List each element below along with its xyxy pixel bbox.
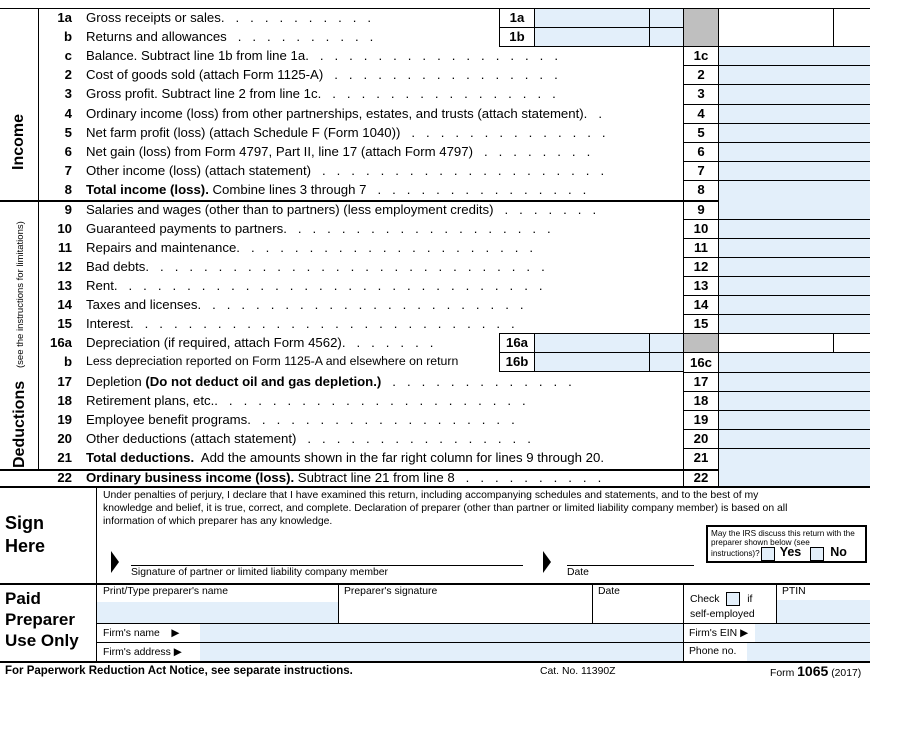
line-description: Net gain (loss) from Form 4797, Part II, line 17 (attach Form 4797) . . . . . . . .	[86, 144, 591, 159]
line-number: 7	[64, 163, 72, 178]
preparer-signature-field[interactable]	[339, 600, 592, 623]
shaded-box-1ab	[684, 9, 718, 46]
line-description: Less depreciation reported on Form 1125-A and elsewhere on return	[86, 354, 459, 368]
preparer-bottom-rule	[0, 661, 870, 663]
right-line-number: 2	[697, 67, 705, 82]
line-number: 18	[57, 393, 72, 408]
right-line-number: 17	[693, 374, 709, 389]
irs-discuss-yes-checkbox[interactable]	[761, 547, 775, 561]
line-number: 3	[64, 86, 72, 101]
amount-input-9[interactable]	[719, 201, 833, 219]
line-description: Gross receipts or sales . . . . . . . . . . .	[86, 10, 372, 25]
self-employed-checkbox[interactable]	[726, 592, 740, 606]
line-description: Total income (loss). Combine lines 3 through 7 . . . . . . . . . . . . . . .	[86, 182, 587, 197]
amount-input-2[interactable]	[719, 66, 833, 84]
line-number: 10	[57, 221, 72, 236]
line-number: 12	[57, 259, 72, 274]
right-line-number: 3	[697, 86, 705, 101]
right-line-number: 22	[693, 470, 709, 485]
line-description: Taxes and licenses . . . . . . . . . . . . . . . . . . . . . . .	[86, 297, 524, 312]
inner-label-16a: 16a	[505, 335, 528, 350]
line-description: Returns and allowances . . . . . . . . . .	[86, 29, 374, 44]
line-description: Total deductions. Add the amounts shown in the far right column for lines 9 through 20 .	[86, 450, 604, 465]
input-1a-cents[interactable]	[650, 9, 683, 27]
firm-address-input[interactable]	[200, 643, 683, 661]
amount-input-11[interactable]	[719, 239, 833, 257]
line-description: Rent . . . . . . . . . . . . . . . . . . . . . . . . . . . . . .	[86, 278, 543, 293]
firm-ein-input[interactable]	[755, 624, 870, 642]
amount-input-3[interactable]	[719, 85, 833, 103]
paperwork-notice: For Paperwork Reduction Act Notice, see separate instructions.	[5, 665, 353, 677]
input-16b-cents[interactable]	[650, 353, 683, 371]
line-description: Retirement plans, etc. . . . . . . . . . . . . . . . . . . . . . .	[86, 393, 526, 408]
preparer-name-label: Print/Type preparer's name	[103, 586, 228, 597]
right-line-number: 7	[697, 163, 705, 178]
line-description: Gross profit. Subtract line 2 from line 1c . . . . . . . . . . . . . . . . .	[86, 86, 556, 101]
amount-input-21[interactable]	[719, 449, 833, 467]
amount-input-10[interactable]	[719, 220, 833, 238]
line-description: Depreciation (if required, attach Form 4562) . . . . . . .	[86, 335, 434, 350]
input-16b-dollars[interactable]	[535, 353, 649, 371]
inner-label-1a: 1a	[509, 10, 525, 25]
right-line-number: 16c	[689, 355, 712, 370]
line-description: Cost of goods sold (attach Form 1125-A) . . . . . . . . . . . . . . . .	[86, 67, 558, 82]
right-line-number: 5	[697, 125, 705, 140]
paid-preparer-title: Paid Preparer Use Only	[5, 589, 79, 650]
irs-discuss-box: May the IRS discuss this return with the preparer shown below (see instructions)? Yes No	[706, 525, 867, 563]
line-description: Interest . . . . . . . . . . . . . . . . . . . . . . . . . . .	[86, 316, 515, 331]
line-number: 9	[64, 202, 72, 217]
date-arrow-icon	[543, 551, 551, 573]
signature-arrow-icon	[111, 551, 119, 573]
amount-input-13[interactable]	[719, 277, 833, 295]
irs-discuss-no-checkbox[interactable]	[810, 547, 824, 561]
input-1b-cents[interactable]	[650, 28, 683, 46]
line-number: 17	[57, 374, 72, 389]
self-employed-check: Check if self-employed	[690, 594, 755, 620]
line-description: Depletion (Do not deduct oil and gas depletion.) . . . . . . . . . . . . .	[86, 374, 572, 389]
line-number: 22	[57, 470, 72, 485]
rsep	[683, 333, 870, 334]
line-description: Other income (loss) (attach statement) . . . . . . . . . . . . . . . . . . . .	[86, 163, 605, 178]
input-1b-dollars[interactable]	[535, 28, 649, 46]
preparer-date-label: Date	[598, 586, 620, 597]
firm-address-label: Firm's address ▶	[103, 647, 182, 658]
line-description: Balance. Subtract line 1b from line 1a . . . . . . . . . . . . . . . . . .	[86, 48, 558, 63]
firm-ein-label: Firm's EIN ▶	[689, 628, 749, 639]
signature-line	[131, 565, 523, 566]
inner-label-1b: 1b	[509, 29, 525, 44]
ptin-label: PTIN	[782, 586, 806, 597]
date-line	[567, 565, 694, 566]
preparer-signature-label: Preparer's signature	[344, 586, 438, 597]
amount-input-12[interactable]	[719, 258, 833, 276]
preparer-date-field[interactable]	[593, 600, 683, 623]
input-1a-dollars[interactable]	[535, 9, 649, 27]
line-number: 21	[57, 450, 72, 465]
line-description: Guaranteed payments to partners . . . . . . . . . . . . . . . . . . .	[86, 221, 551, 236]
right-line-number: 9	[697, 202, 705, 217]
deductions-section-label: Deductions	[11, 380, 28, 468]
deductions-note: (see the instructions for limitations)	[15, 221, 26, 368]
line-number: 11	[58, 240, 72, 255]
right-line-number: 19	[693, 412, 709, 427]
form-id: Form 1065 (2017)	[770, 663, 862, 679]
line-description: Other deductions (attach statement) . . . . . . . . . . . . . . . .	[86, 431, 531, 446]
amount-input-19[interactable]	[719, 411, 833, 429]
inner-label-16b: 16b	[505, 354, 529, 369]
line-description: Repairs and maintenance . . . . . . . . . . . . . . . . . . . . .	[86, 240, 534, 255]
phone-input[interactable]	[747, 643, 870, 661]
right-line-number: 6	[697, 144, 705, 159]
amount-input-6[interactable]	[719, 143, 833, 161]
right-line-number: 4	[697, 106, 705, 121]
sign-here-title: Sign Here	[5, 513, 46, 556]
amount-input-17[interactable]	[719, 373, 833, 391]
line-number: 1a	[57, 10, 72, 25]
line-number: c	[64, 48, 72, 63]
line-description: Salaries and wages (other than to partners) (less employment credits) . . . . . . .	[86, 202, 597, 217]
amount-input-7[interactable]	[719, 162, 833, 180]
line-number: 2	[64, 67, 72, 82]
amount-input-22[interactable]	[719, 469, 833, 486]
perjury-declaration: Under penalties of perjury, I declare that I have examined this return, including accompanying schedules and statements, and to the best of my knowledge and belief, it is true, correct, and complete. Declaration of preparer (other than partner or limited liability company member) is based on all information of which preparer has any knowledge.	[103, 490, 788, 527]
line-number: 20	[57, 431, 72, 446]
line-number: 16a	[49, 335, 72, 350]
right-line-number: 21	[693, 450, 709, 465]
line-number: 14	[57, 297, 72, 312]
right-line-number: 13	[693, 278, 709, 293]
no-label: No	[830, 545, 847, 560]
ptin-input[interactable]	[777, 600, 870, 623]
right-line-number: 20	[693, 431, 709, 446]
line-description: Net farm profit (loss) (attach Schedule F (Form 1040)) . . . . . . . . . . . . . .	[86, 125, 606, 140]
line-number: 19	[57, 412, 72, 427]
arrow-right-icon: ▶	[740, 628, 749, 639]
amount-input-14[interactable]	[719, 296, 833, 314]
amount-input-15[interactable]	[719, 315, 833, 333]
line-description: Employee benefit programs . . . . . . . . . . . . . . . . . . .	[86, 412, 515, 427]
amount-input-1c[interactable]	[719, 47, 833, 65]
line-number: 6	[64, 144, 72, 159]
right-line-number: 11	[694, 240, 708, 255]
preparer-top-rule	[0, 583, 870, 585]
sign-section-divider	[96, 486, 97, 662]
line-number: 13	[57, 278, 72, 293]
phone-label: Phone no.	[689, 646, 737, 657]
right-line-number: 1c	[693, 48, 709, 63]
line-description: Ordinary income (loss) from other partnerships, estates, and trusts (attach statement) . .	[86, 106, 602, 121]
line-number: 5	[64, 125, 72, 140]
amount-input-8[interactable]	[719, 181, 833, 199]
right-line-number: 14	[693, 297, 709, 312]
amount-input-5[interactable]	[719, 124, 833, 142]
signature-label: Signature of partner or limited liability company member	[131, 567, 388, 578]
arrow-right-icon: ▶	[171, 628, 180, 639]
right-line-number: 15	[693, 316, 709, 331]
line-number: b	[63, 354, 72, 369]
line-description: Ordinary business income (loss). Subtract line 21 from line 8 . . . . . . . . . .	[86, 470, 602, 485]
amount-input-20[interactable]	[719, 430, 833, 448]
amount-input-16c[interactable]	[719, 354, 833, 372]
catalog-number: Cat. No. 11390Z	[540, 666, 616, 677]
shaded-box-16a	[684, 334, 718, 352]
line-description: Bad debts . . . . . . . . . . . . . . . . . . . . . . . . . . . .	[86, 259, 545, 274]
arrow-right-icon: ▶	[173, 647, 182, 658]
amount-input-18[interactable]	[719, 392, 833, 410]
right-line-number: 8	[697, 182, 705, 197]
line-number: 8	[64, 182, 72, 197]
right-line-number: 10	[693, 221, 709, 236]
right-line-number: 12	[693, 259, 709, 274]
line-number: b	[63, 29, 72, 44]
preparer-name-input[interactable]	[97, 602, 338, 623]
line-number: 4	[64, 106, 72, 121]
firm-name-input[interactable]	[200, 624, 683, 642]
line-number: 15	[57, 316, 72, 331]
firm-name-label: Firm's name ▶	[103, 628, 180, 639]
right-line-number: 18	[693, 393, 709, 408]
input-16a-dollars[interactable]	[535, 334, 649, 352]
amount-input-4[interactable]	[719, 105, 833, 123]
sign-date-label: Date	[567, 567, 589, 578]
yes-label: Yes	[779, 545, 802, 560]
input-16a-cents[interactable]	[650, 334, 683, 352]
income-section-label: Income	[10, 113, 27, 170]
